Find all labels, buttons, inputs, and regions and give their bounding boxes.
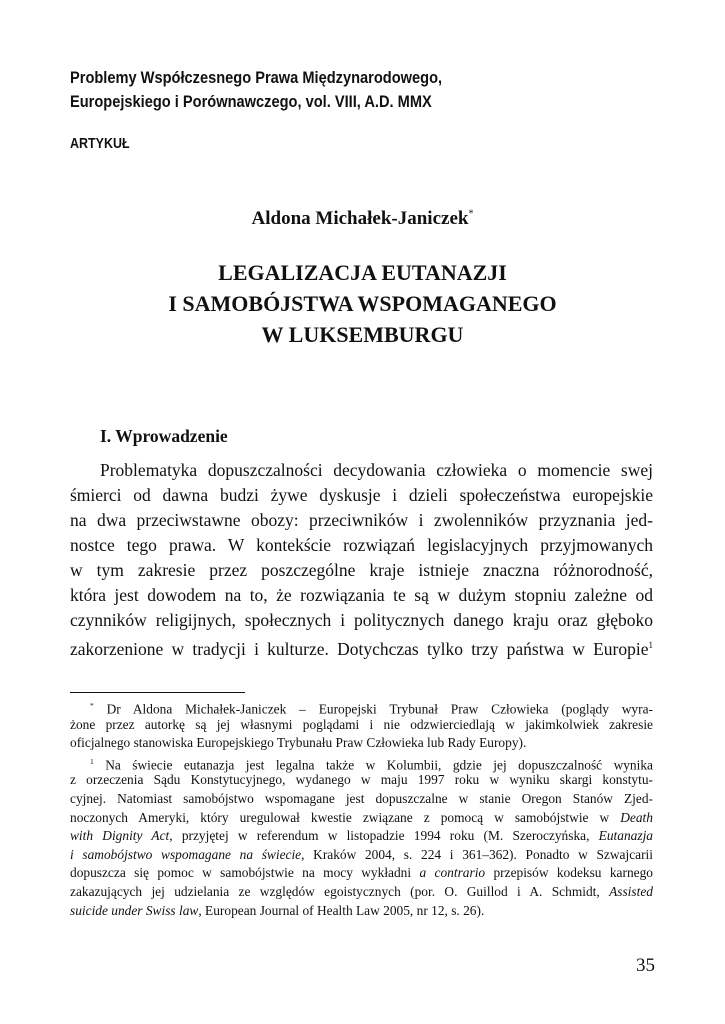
author-name [0,208,725,230]
footnote-text: noczonych Ameryki, który uregulował kwestie związane z pomocą w samobójstwie w [70,809,610,825]
footnote-author-line: oficjalnego stanowiska Europejskiego Trybunału Praw Człowieka lub Rady Europy). [70,735,527,751]
body-paragraph [70,458,653,658]
footnote-italic-title: Eutanazja [598,828,653,844]
footnote-ref-1: 1 [648,640,653,650]
footnote-separator [70,692,245,693]
footnotes [70,697,653,920]
footnote-text: Dr Aldona Michałek-Janiczek – Europejski Trybunał Praw Człowieka (poglądy wyra- [106,701,653,717]
footnote-1-line [70,883,653,902]
footnote-1-line [70,846,653,865]
footnote-text: zakazujących jej udzielania ze względów egoistycznych (por. O. Guillod i A. Schmidt, [70,883,600,899]
footnote-1-line [70,864,653,883]
title-line-3: W LUKSEMBURGU [261,322,464,347]
article-type-label: ARTYKUŁ [70,136,130,152]
paragraph-line: na dwa przeciwstawne obozy: przeciwników i zwolenników przyznania jed- [70,510,653,530]
footnote-italic-title: i samobójstwo wspomagane na świecie [70,846,302,862]
footnote-1-line [70,753,653,772]
footnote-mark-star: * [90,701,94,710]
footnote-italic-phrase: a contrario [419,865,486,881]
paragraph-line-text: zakorzenione w tradycji i kulturze. Dotychczas tylko trzy państwa w Europie [70,638,649,659]
footnote-italic-title: suicide under Swiss law [70,902,199,918]
footnote-1-line: cyjnej. Natomiast samobójstwo wspomagane jest dopuszczalne w stanie Oregon Stanów Zjed- [70,790,653,806]
footnote-1-line [70,827,653,846]
paragraph-line-last [70,633,653,658]
paragraph-line: czynników religijnych, społecznych i politycznych danego kraju oraz głęboko [70,610,653,630]
author-name-text: Aldona Michałek-Janiczek [251,208,469,229]
footnote-mark-1: 1 [90,756,94,766]
footnote-1-line [70,809,653,828]
section-heading: I. Wprowadzenie [100,426,228,446]
footnote-author-line [70,697,653,716]
footnote-author-line: żone przez autorkę są jej własnymi poglądami i nie odzwierciedlają w jakimkolwiek zakresie [70,716,653,732]
article-title [0,257,725,350]
journal-header-line-2: Europejskiego i Porównawczego, vol. VIII, A.D. MMX [70,92,432,111]
paragraph-line: nostce tego prawa. W kontekście rozwiązań legislacyjnych przyjmowanych [70,535,653,555]
footnote-text: , Kraków 2004, s. 224 i 361–362). Ponadto w Szwajcarii [301,846,653,862]
footnote-text: Na świecie eutanazja jest legalna także w Kolumbii, gdzie jej dopuszczalność wynika [105,757,653,773]
paragraph-line: śmierci od dawna budzi żywe dyskusje i dzieli społeczeństwa europejskie [70,485,653,505]
journal-header [70,66,586,114]
footnote-text: , przyjętej w referendum w listopadzie 1994 roku (M. Szeroczyńska, [169,828,590,844]
footnote-italic-title: with Dignity Act [70,828,170,844]
paragraph-line: Problematyka dopuszczalności decydowania człowieka o momencie swej [100,460,653,480]
footnote-text: , European Journal of Health Law 2005, nr 12, s. 26). [198,902,485,918]
footnote-italic-title: Assisted [609,883,653,899]
page-number: 35 [636,955,655,976]
footnote-1-line: z orzeczenia Sądu Konstytucyjnego, wydanego w maju 1997 roku w wyniku skargi konstytu- [70,772,653,788]
footnote-1-line [70,902,653,921]
title-line-2: I SAMOBÓJSTWA WSPOMAGANEGO [168,291,557,316]
author-footnote-mark: * [468,208,474,220]
footnote-text: dopuszcza się pomoc w samobójstwie na mocy wykładni [70,865,412,881]
paragraph-line: w tym zakresie przez poszczególne kraje istnieje znaczna różnorodność, [70,560,653,580]
journal-header-line-1: Problemy Współczesnego Prawa Międzynarodowego, [70,68,443,87]
title-line-1: LEGALIZACJA EUTANAZJI [218,260,507,285]
footnote-text: przepisów kodeksu karnego [493,865,653,881]
paragraph-line: która jest dowodem na to, że rozwiązania te są w dużym stopniu zależne od [70,585,653,605]
footnote-italic-title: Death [620,809,653,825]
